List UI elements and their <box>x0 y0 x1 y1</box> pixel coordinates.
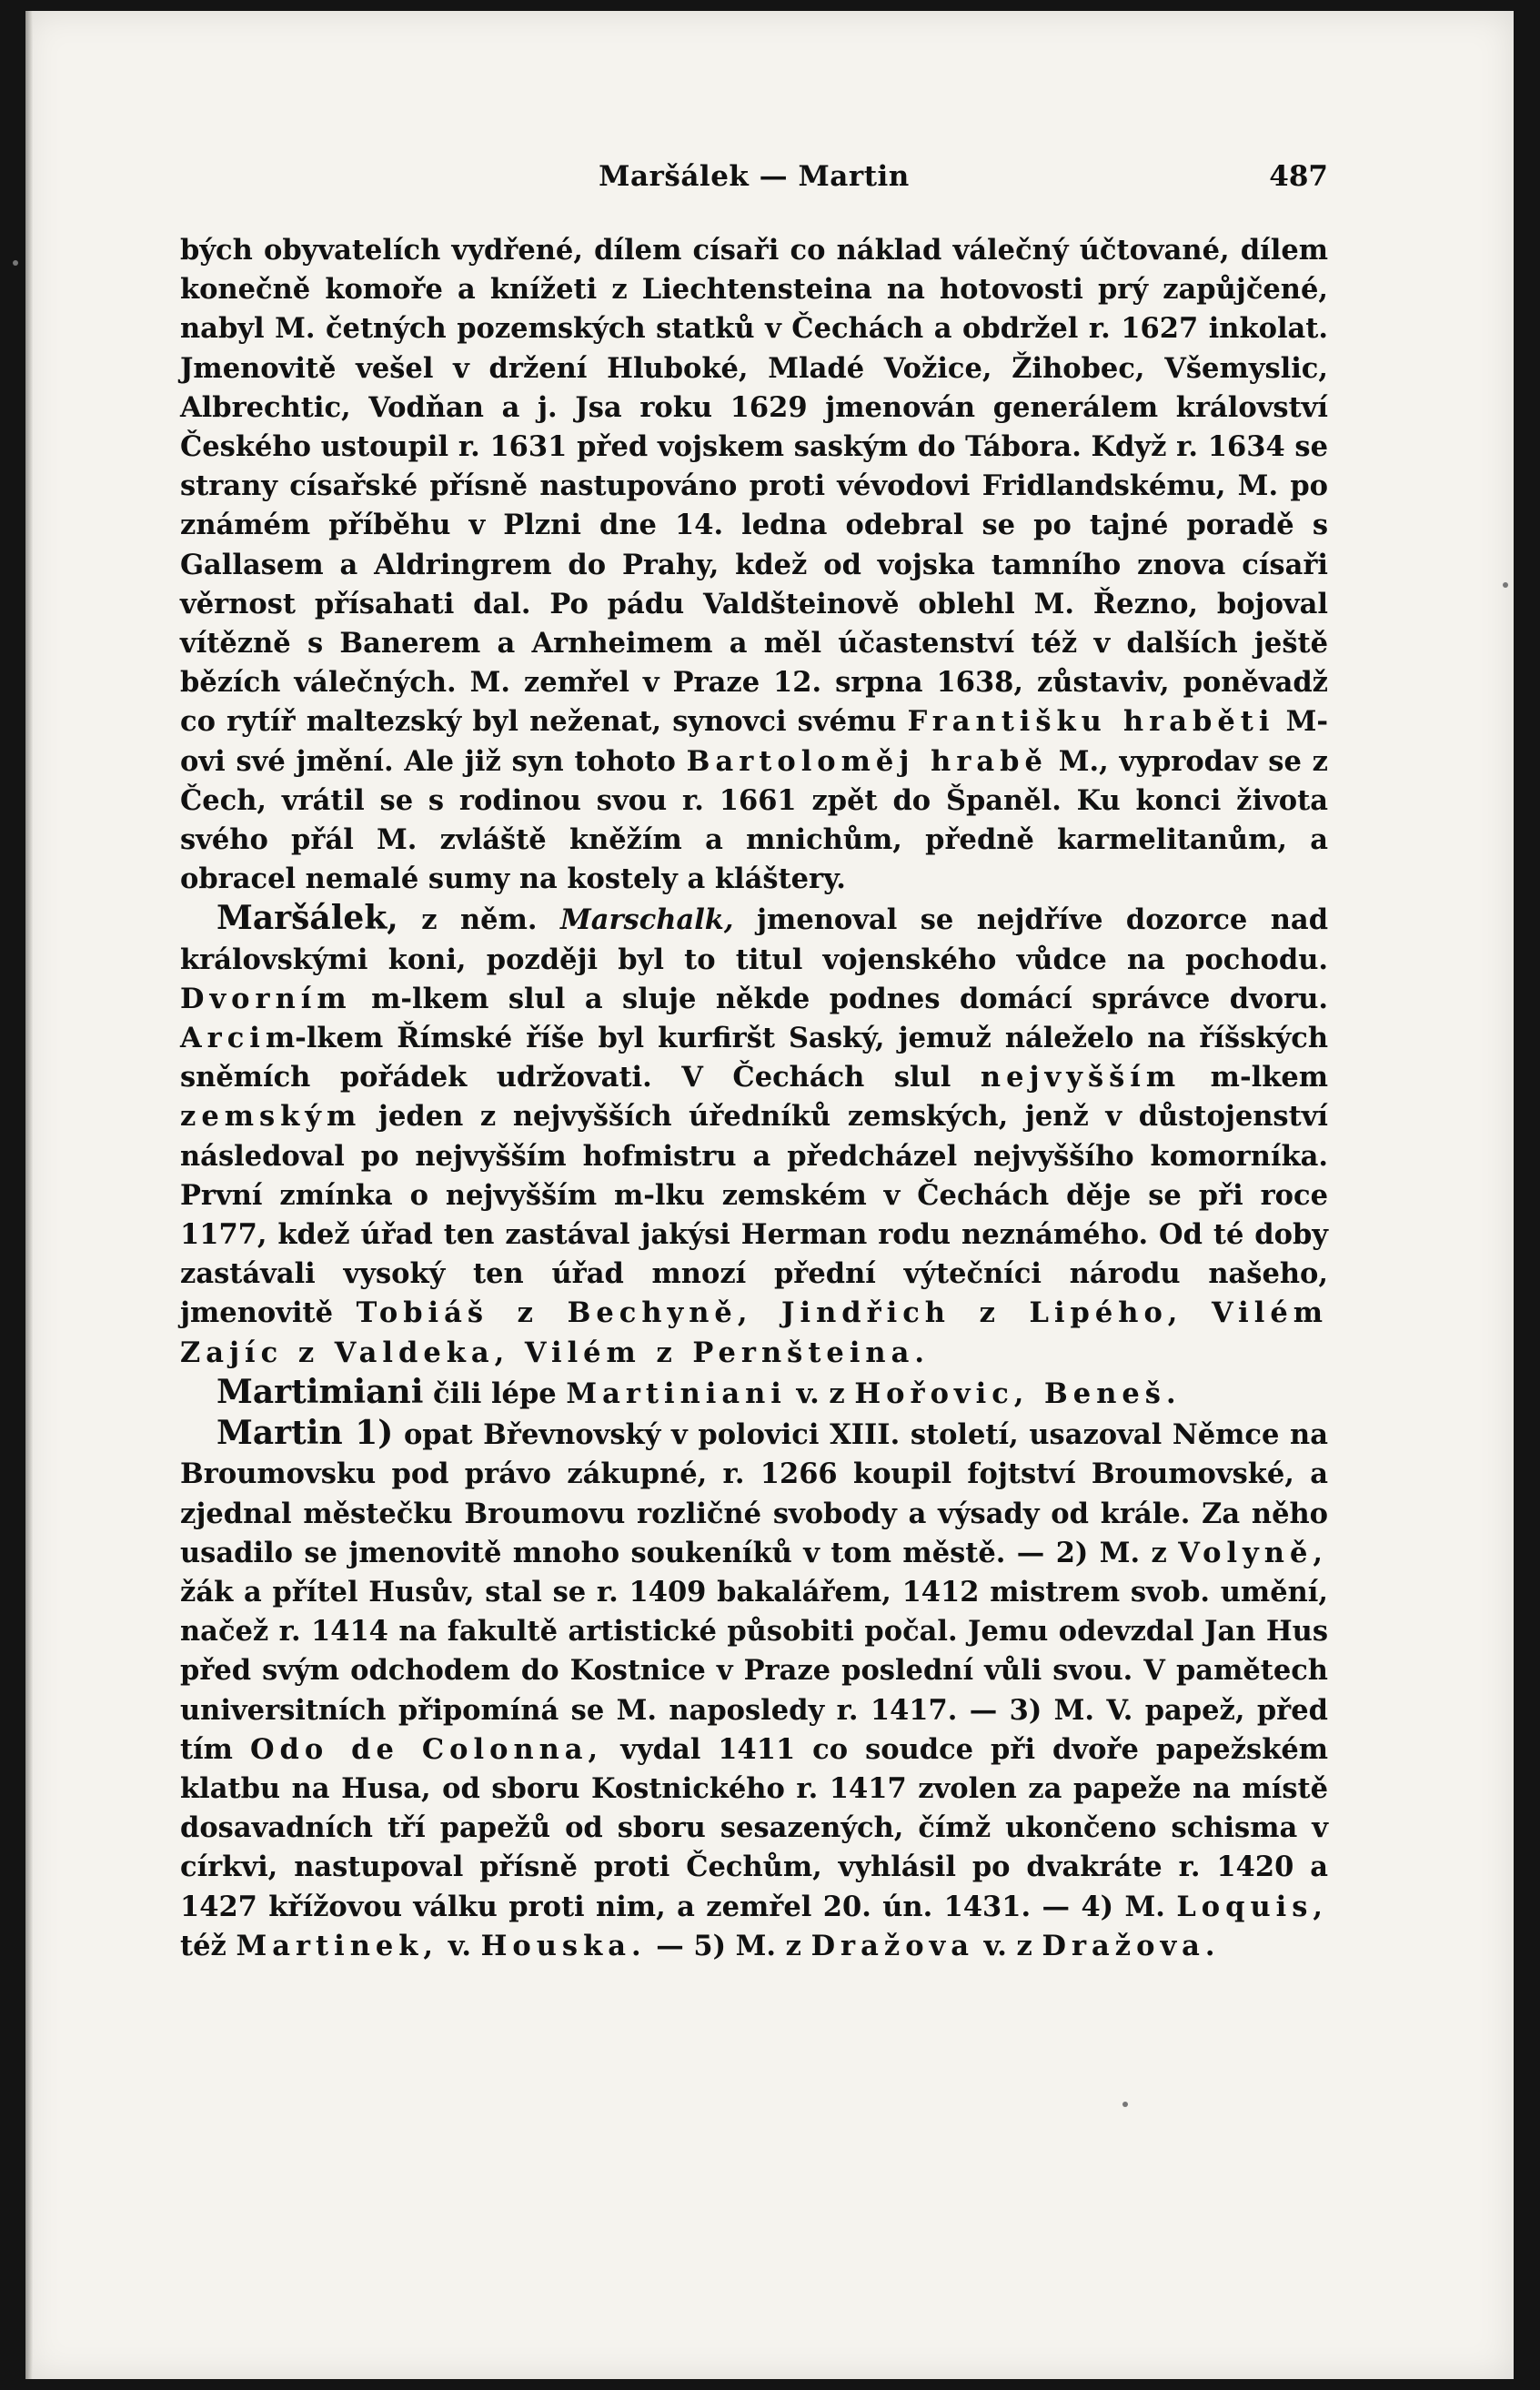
spaced-name: Martiniani <box>566 1377 787 1410</box>
running-title: Maršálek — Martin <box>599 160 910 193</box>
text-segment: z něm. <box>421 903 538 937</box>
spaced-name: Tobiáš z Bechyně, Jindřich z Lipého, Vilém Zajíc z Valdeka, Vilém z Pernšteina. <box>180 1296 1329 1369</box>
entry-martimiani <box>180 1373 1328 1414</box>
entry-martin <box>180 1414 1328 1966</box>
text-segment: — 5) M. z <box>656 1929 801 1962</box>
spaced-name: Odo de Colonna, <box>249 1732 604 1766</box>
scan-speck-mark <box>1503 582 1508 588</box>
text-segment: M-ovi své jmění. Ale již syn tohoto <box>180 705 1328 778</box>
text-segment: též <box>180 1929 226 1962</box>
spaced-name: Dražova <box>810 1929 975 1962</box>
spaced-name: Loquis, <box>1176 1890 1328 1923</box>
text-segment: v. z <box>983 1929 1032 1962</box>
spaced-name: Martinek, <box>236 1929 439 1962</box>
page-gutter-edge <box>25 11 33 2379</box>
text-segment: jmenoval se nejdříve dozorce nad královskými koni, později byl to titul vojenského vůdce na pochodu. <box>180 903 1329 976</box>
headword: Martimiani <box>216 1372 424 1411</box>
spaced-name: Houska. <box>480 1929 647 1962</box>
spaced-name: Volyně, <box>1178 1536 1328 1569</box>
text-segment: jeden z nejvyšších úředníků zemských, jenž v důstojenství následoval po nejvyšším hofmistru a předcházel nejvyššího komorníka. První zmínka o nejvyšším m-lku zemském v Čechách děje se při roce 1177, kdež úřad ten zastával jakýsi Herman rodu neznámého. Od té doby zastávali vysoký ten úřad mnozí přední výtečníci národu našeho, jmenovitě <box>180 1100 1329 1330</box>
spaced-name: Františku hraběti <box>907 705 1275 739</box>
text-segment: čili lépe <box>433 1377 557 1410</box>
text-segment: m-lkem <box>1210 1061 1328 1094</box>
spaced-term: Dvorním <box>180 982 352 1015</box>
text-segment: opat Břevnovský v polovici XIII. století, usazoval Němce na Broumovsku pod právo zákupné, r. 1266 koupil fojtství Broumovské, a zjednal městečku Broumovu rozličné svobody a výsady od krále. Za něho usadilo se jmenovitě mnoho soukeníků v tom městě. — 2) M. z <box>180 1418 1328 1569</box>
text-segment: vydal 1411 co soudce při dvoře papežském klatbu na Husa, od sboru Kostnického r. 1417 zvolen za papeže na místě dosavadních tří papežů od sboru sesazených, čímž ukončeno schisma v církvi, nastupoval přísně proti Čechům, vyhlásil po dvakráte r. 1420 a 1427 křížovou válku proti nim, a zemřel 20. ún. 1431. — 4) M. <box>180 1732 1329 1923</box>
entry-marsalek <box>180 899 1328 1372</box>
scan-speck-mark <box>1122 2102 1128 2107</box>
spaced-name: Dražova. <box>1042 1929 1221 1962</box>
text-segment: v. <box>448 1929 471 1962</box>
spaced-term: zemským <box>180 1100 362 1134</box>
dictionary-text <box>180 231 1328 1966</box>
spaced-name: Hořovic, Beneš. <box>854 1377 1182 1410</box>
text-segment: m-lkem slul a sluje někde podnes domácí správce dvoru. <box>371 982 1328 1015</box>
scan-speck-mark <box>13 260 18 266</box>
spaced-term: Arci <box>180 1022 266 1055</box>
headword: Maršálek, <box>216 899 398 938</box>
entry-continuation-paragraph <box>180 231 1328 899</box>
page-number: 487 <box>1269 160 1328 193</box>
spaced-name: Bartoloměj hrabě <box>686 744 1048 778</box>
page-header <box>180 160 1328 200</box>
text-segment: m-lkem Římské říše byl kurfiršt Saský, jemuž náleželo na říšských sněmích pořádek udržovati. V Čechách slul <box>180 1022 1328 1094</box>
text-segment: v. z <box>796 1377 845 1410</box>
text-segment: bých obyvatelích vydřené, dílem císaři co náklad válečný účtované, dílem konečně komoře a knížeti z Liechtensteina na hotovosti prý zapůjčené, nabyl M. četných pozemských statků v Čechách a obdržel r. 1627 inkolat. Jmenovitě vešel v držení Hluboké, Mladé Vožice, Žihobec, Všemyslic, Albrechtic, Vodňan a j. Jsa roku 1629 jmenován generálem království Českého ustoupil r. 1631 před vojskem saským do Tábora. Když r. 1634 se strany císařské přísně nastupováno proti vévodovi Fridlandskému, M. po známém příběhu v Plzni dne 14. ledna odebral se po tajné poradě s Gallasem a Aldringrem do Prahy, kdež od vojska tamního znova císaři věrnost přísahati dal. Po pádu Valdšteinově oblehl M. Řezno, bojoval vítězně s Banerem a Arnheimem a měl účastenství též v dalších ještě bězích válečných. M. zemřel v Praze 12. srpna 1638, zůstaviv, poněvadž co rytíř maltezský byl neženat, synovci svému <box>180 234 1328 739</box>
spaced-term: nejvyšším <box>980 1061 1182 1094</box>
text-segment: M., vyprodav se z Čech, vrátil se s rodinou svou r. 1661 zpět do Španěl. Ku konci života svého přál M. zvláště kněžím a mnichům, předně karmelitanům, a obracel nemalé sumy na kostely a kláštery. <box>180 744 1328 896</box>
text-segment: žák a přítel Husův, stal se r. 1409 bakalářem, 1412 mistrem svob. umění, načež r. 1414 na fakultě artistické působiti počal. Jemu odevzdal Jan Hus před svým odchodem do Kostnice v Praze poslední vůli svou. V pamětech universitních připomíná se M. naposledy r. 1417. — 3) M. V. papež, před tím <box>180 1575 1328 1766</box>
headword: Martin 1) <box>216 1414 394 1453</box>
foreign-term: Marschalk, <box>559 903 734 937</box>
